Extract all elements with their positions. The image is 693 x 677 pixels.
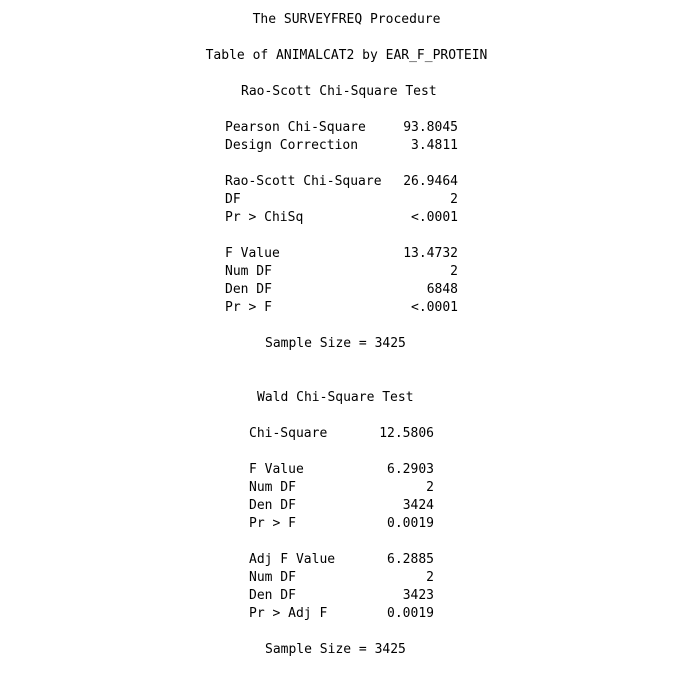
stat-value: <.0001 (411, 210, 458, 225)
table-row (225, 191, 458, 209)
stat-value: 6.2903 (387, 462, 434, 477)
stat-label: Pearson Chi-Square (225, 120, 366, 135)
wald-sample-size: Sample Size = 3425 (265, 642, 406, 657)
table-row (249, 479, 434, 497)
stat-label: Num DF (249, 480, 296, 495)
stat-label: Num DF (249, 570, 296, 585)
table-row (249, 587, 434, 605)
rao-scott-heading: Rao-Scott Chi-Square Test (241, 84, 437, 99)
table-row (249, 569, 434, 587)
stat-label: DF (225, 192, 241, 207)
stat-value: 0.0019 (387, 606, 434, 621)
table-row (225, 173, 458, 191)
table-row (249, 461, 434, 479)
stat-value: 3423 (402, 588, 434, 603)
stat-value: <.0001 (411, 300, 458, 315)
stat-value: 26.9464 (403, 174, 458, 189)
table-row (249, 497, 434, 515)
stat-value: 2 (426, 480, 434, 495)
stat-value: 2 (426, 570, 434, 585)
stat-value: 13.4732 (403, 246, 458, 261)
stat-value: 93.8045 (403, 120, 458, 135)
table-row (225, 263, 458, 281)
stat-value: 3.4811 (411, 138, 458, 153)
stat-label: Adj F Value (249, 552, 336, 567)
table-title: Table of ANIMALCAT2 by EAR_F_PROTEIN (205, 48, 488, 63)
stat-value: 0.0019 (387, 516, 434, 531)
stat-label: Rao-Scott Chi-Square (225, 174, 382, 189)
stat-label: Den DF (249, 588, 296, 603)
stat-label: Pr > F (249, 516, 296, 531)
stat-label: Den DF (225, 282, 272, 297)
stat-value: 12.5806 (379, 426, 434, 441)
stat-value: 2 (450, 264, 458, 279)
table-row (225, 299, 458, 317)
table-row (225, 119, 458, 137)
stat-value: 6848 (426, 282, 458, 297)
wald-heading: Wald Chi-Square Test (257, 390, 414, 405)
stat-value: 6.2885 (387, 552, 434, 567)
wald-table (249, 425, 434, 623)
stat-label: Pr > Adj F (249, 606, 328, 621)
table-row (225, 245, 458, 263)
stat-value: 2 (450, 192, 458, 207)
stat-label: Pr > F (225, 300, 272, 315)
table-row (249, 551, 434, 569)
rao-scott-sample-size: Sample Size = 3425 (265, 336, 406, 351)
table-row (249, 425, 434, 443)
stat-value: 3424 (402, 498, 434, 513)
table-row (249, 515, 434, 533)
stat-label: Num DF (225, 264, 272, 279)
stat-label: F Value (225, 246, 280, 261)
procedure-title: The SURVEYFREQ Procedure (252, 12, 441, 27)
stat-label: Pr > ChiSq (225, 210, 304, 225)
table-row (225, 281, 458, 299)
stat-label: Den DF (249, 498, 296, 513)
stat-label: F Value (249, 462, 304, 477)
table-row (249, 605, 434, 623)
stat-label: Chi-Square (249, 426, 328, 441)
table-row (225, 209, 458, 227)
table-row (225, 137, 458, 155)
rao-scott-table (225, 119, 458, 317)
stat-label: Design Correction (225, 138, 359, 153)
